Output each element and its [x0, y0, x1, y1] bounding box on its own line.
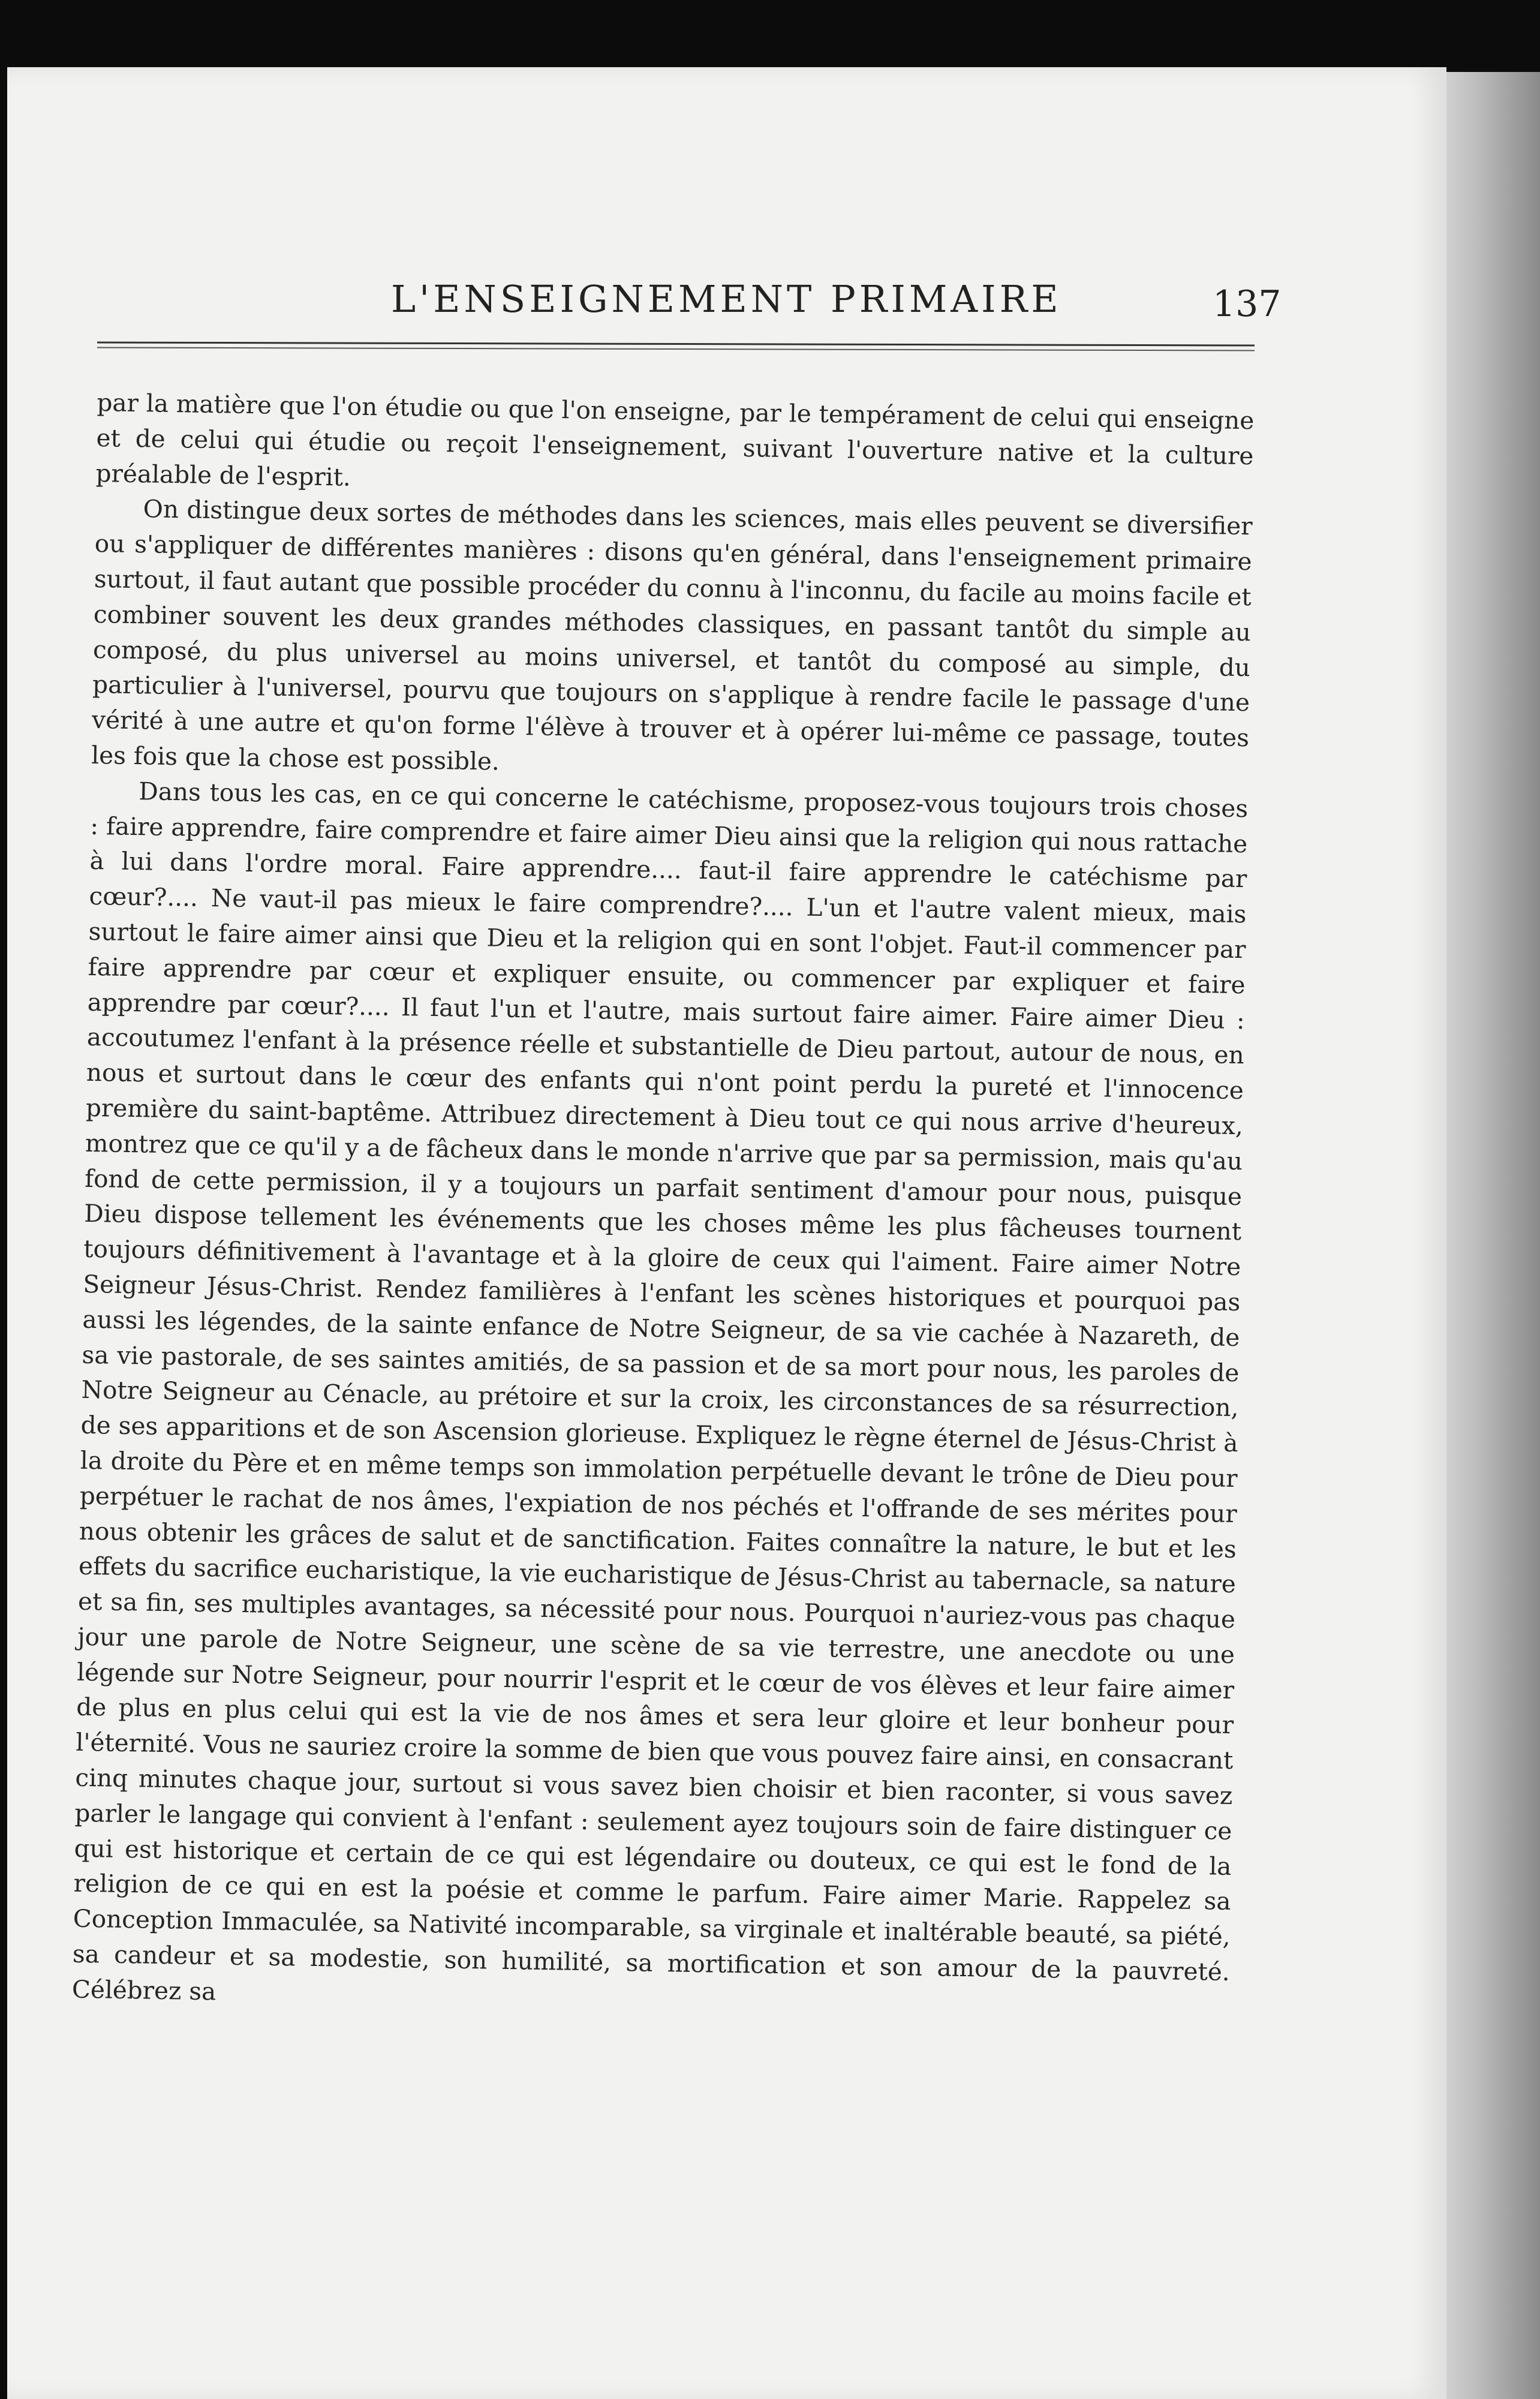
page-number: 137: [1213, 283, 1282, 325]
page-edge-shadow: [1433, 72, 1540, 2399]
paragraph-catechism: Dans tous les cas, en ce qui concerne le catéchisme, proposez-vous toujours trois choses : faire apprendre, faire comprendre et faire aimer Dieu ainsi que la religion qui nous rattache à lui dans l'ordre moral. Faire apprendre.... faut-il faire apprendre le catéchisme par cœur?.... Ne vaut-il pas mieux le faire comprendre?.... L'un et l'autre valent mieux, mais surtout le faire aimer ainsi que Dieu et la religion qui en sont l'objet. Faut-il commencer par faire apprendre par cœur et expliquer ensuite, ou commencer par expliquer et faire apprendre par cœur?.... Il faut l'un et l'autre, mais surtout faire aimer. Faire aimer Dieu : accoutumez l'enfant à la présence réelle et substantielle de Dieu partout, autour de nous, en nous et surtout dans le cœur des enfants qui n'ont point perdu la pureté et l'innocence première du saint-baptême. Attribuez directement à Dieu tout ce qui nous arrive d'heureux, montrez que ce qu'il y a de fâcheux dans le monde n'arrive que par sa permission, mais qu'au fond de cette permission, il y a toujours un parfait sentiment d'amour pour nous, puisque Dieu dispose tellement les événements que les choses même les plus fâcheuses tournent toujours définitivement à l'avantage et à la gloire de ceux qui l'aiment. Faire aimer Notre Seigneur Jésus-Christ. Rendez familières à l'enfant les scènes historiques et pourquoi pas aussi les légendes, de la sainte enfance de Notre Seigneur, de sa vie cachée à Nazareth, de sa vie pastorale, de ses saintes amitiés, de sa passion et de sa mort pour nous, les paroles de Notre Seigneur au Cénacle, au prétoire et sur la croix, les circonstances de sa résurrection, de ses apparitions et de son Ascension glorieuse. Expliquez le règne éternel de Jésus-Christ à la droite du Père et en même temps son immolation perpétuelle devant le trône de Dieu pour perpétuer le rachat de nos âmes, l'expiation de nos péchés et l'offrande de ses mérites pour nous obtenir les grâces de salut et de sanctification. Faites connaître la nature, le but et les effets du sacrifice eucharistique, la vie eucharistique de Jésus-Christ au tabernacle, sa nature et sa fin, ses multiples avantages, sa nécessité pour nous. Pourquoi n'auriez-vous pas chaque jour une parole de Notre Seigneur, une scène de sa vie terrestre, une anecdote ou une légende sur Notre Seigneur, pour nourrir l'esprit et le cœur de vos élèves et leur faire aimer de plus en plus celui qui est la vie de nos âmes et sera leur gloire et leur bonheur pour l'éternité. Vous ne sauriez croire la somme de bien que vous pouvez faire ainsi, en consacrant cinq minutes chaque jour, surtout si vous savez bien choisir et bien raconter, si vous savez parler le langage qui convient à l'enfant : seulement ayez toujours soin de faire distinguer ce qui est historique et certain de ce qui est légendaire ou douteux, ce qui est le fond de la religion de ce qui en est la poésie et comme le parfum. Faire aimer Marie. Rappelez sa Conception Immaculée, sa Nativité incomparable, sa virginale et inaltérable beauté, sa piété, sa candeur et sa modestie, son humilité, sa mortification et son amour de la pauvreté. Célébrez sa: [71, 776, 1249, 2006]
body-text: [72, 385, 1255, 2025]
paragraph-methods: On distingue deux sortes de méthodes dans les sciences, mais elles peuvent se diversifier ou s'appliquer de différentes manières : disons qu'en général, dans l'enseignement primaire surtout, il faut autant que possible procéder du connu à l'inconnu, du facile au moins facile et combiner souvent les deux grandes méthodes classiques, en passant tantôt du simple au composé, du plus universel au moins universel, et tantôt du composé au simple, du particulier à l'universel, pourvu que toujours on s'applique à rendre facile le passage d'une vérité à une autre et qu'on forme l'élève à trouver et à opérer lui-même ce passage, toutes les fois que la chose est possible.: [91, 494, 1253, 776]
paragraph-continuation: par la matière que l'on étudie ou que l'on enseigne, par le tempérament de celui qui enseigne et de celui qui étudie ou reçoit l'enseignement, suivant l'ouverture native et la culture préalable de l'esprit.: [95, 387, 1255, 492]
running-title: L'ENSEIGNEMENT PRIMAIRE: [391, 277, 1062, 321]
header-rule: [97, 341, 1255, 351]
book-page: [7, 67, 1446, 2399]
page-header: [97, 211, 1282, 325]
